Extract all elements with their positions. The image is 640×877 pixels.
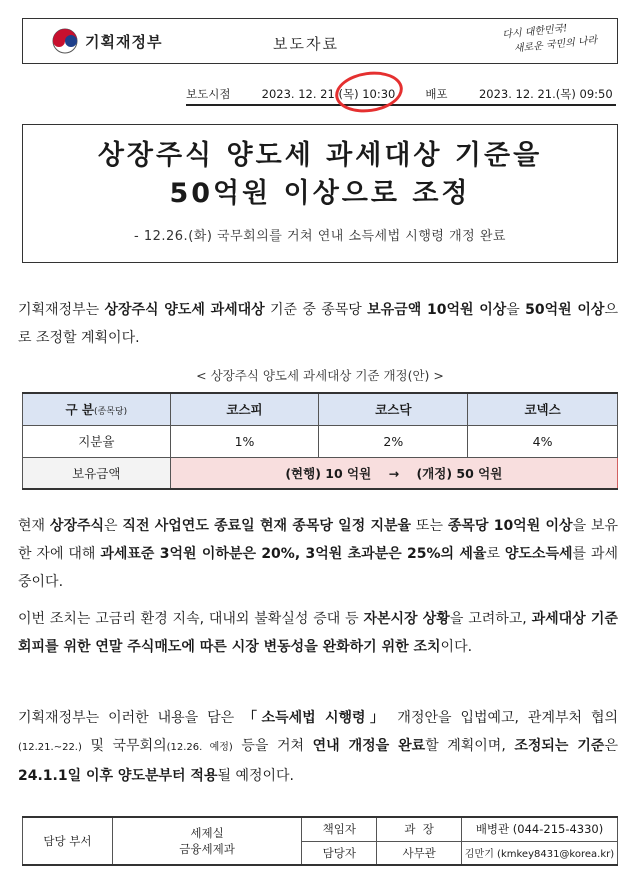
paragraph-2 <box>18 512 618 596</box>
ministry-logo <box>51 27 162 55</box>
subtitle: - 12.26.(화) 국무회의를 거쳐 연내 소득세법 시행령 개정 완료 <box>134 229 506 244</box>
taegeuk-emblem-icon <box>51 27 79 55</box>
role-cell: 책임자 <box>302 817 377 841</box>
p2-bold: 상장주식 <box>49 518 105 534</box>
role-cell: 담당자 <box>302 841 377 865</box>
header-category <box>23 393 171 425</box>
p3-bold: 과세대상 기준회피를 위한 연말 주식매도에 따른 시장 변동성을 완화하기 위한 조치 <box>18 611 618 655</box>
table-row <box>23 457 618 489</box>
embargo-value: 2023. 12. 21.(목) 10:30 <box>261 87 396 101</box>
title-cell: 과 장 <box>377 817 462 841</box>
ministry-name: 기획재정부 <box>85 32 163 51</box>
title-cell: 사무관 <box>377 841 462 865</box>
p4-bold: 연내 개정을 완료 <box>312 738 426 754</box>
p4-text: 기획재정부는 이러한 내용을 담은 <box>18 710 244 726</box>
title-line-1: 상장주식 양도세 과세대상 기준을 <box>97 140 543 171</box>
p4-text: 될 예정이다. <box>217 768 294 784</box>
header-market: 코스피 <box>170 393 319 425</box>
contact-table <box>22 816 618 866</box>
p2-bold: 직전 사업연도 종료일 현재 종목당 일정 지분율 <box>122 518 412 534</box>
title-box <box>22 124 618 263</box>
p3-text: 을 고려하고, <box>449 611 532 627</box>
p3-text: 이다. <box>440 639 473 655</box>
header-label: 구 분 <box>65 402 95 418</box>
p4-text: 할 계획이며, <box>425 738 515 754</box>
header-market: 코넥스 <box>468 393 618 425</box>
p2-text: 를 과세 중이다. <box>18 546 618 590</box>
p1-bold: 50억원 이상 <box>525 302 605 318</box>
embargo-label: 보도시점 <box>186 87 231 101</box>
distribution-label: 배포 <box>425 87 448 101</box>
title-line-2: 50억원 이상으로 조정 <box>169 178 471 209</box>
p2-bold: 종목당 10억원 이상 <box>447 518 573 534</box>
amount-change-cell: (현행) 10 억원 → (개정) 50 억원 <box>170 457 617 489</box>
row-label: 지분율 <box>23 425 171 457</box>
slogan-line2: 새로운 국민의 나라 <box>513 35 599 55</box>
dept-line: 금융세제과 <box>179 842 235 856</box>
person-cell: 김만기 (kmkey8431@korea.kr) <box>462 841 618 865</box>
p4-text: 및 국무회의 <box>81 738 167 754</box>
p2-text: 또는 <box>411 518 448 534</box>
header-unit: (종목당) <box>94 407 128 418</box>
person-cell: 배병관 (044-215-4330) <box>462 817 618 841</box>
p1-text: 기준 중 종목당 <box>264 302 368 318</box>
p1-text: 으로 조정할 계획이다. <box>18 302 618 346</box>
p4-bold: 「소득세법 시행령」 <box>243 710 389 726</box>
table-caption: < 상장주식 양도세 과세대상 기준 개정(안) > <box>196 368 444 383</box>
distribution-value: 2023. 12. 21.(목) 09:50 <box>478 87 613 101</box>
p4-small: (12.26. 예정) <box>166 742 233 753</box>
red-annotation-circle <box>333 67 406 116</box>
p4-bold: 24.1.1일 이후 양도분부터 적용 <box>18 768 218 784</box>
p4-small: (12.21.~22.) <box>18 742 82 753</box>
p4-text: 등을 거쳐 <box>232 738 313 754</box>
table-cell: 2% <box>319 425 468 457</box>
slogan-line1: 다시 대한민국! <box>502 23 569 41</box>
paragraph-1 <box>18 296 618 352</box>
p2-bold: 양도소득세 <box>504 546 573 562</box>
slogan <box>502 18 598 58</box>
p2-text: 현재 <box>18 518 50 534</box>
p4-text: 은 <box>604 738 618 754</box>
paragraph-4 <box>18 704 618 790</box>
p1-bold: 보유금액 10억원 이상 <box>367 302 507 318</box>
p3-bold: 자본시장 상황 <box>363 611 450 627</box>
release-info-underline <box>186 104 616 106</box>
p2-text: 로 <box>486 546 505 562</box>
table-cell: 1% <box>170 425 319 457</box>
row-label: 보유금액 <box>23 457 171 489</box>
p2-text: 은 <box>104 518 123 534</box>
header-frame <box>22 18 618 64</box>
p1-text: 을 <box>506 302 526 318</box>
p3-text: 이번 조치는 고금리 환경 지속, 대내외 불확실성 증대 등 <box>18 611 364 627</box>
p4-text: 개정안을 입법예고, 관계부처 협의 <box>388 710 618 726</box>
criteria-table <box>22 392 618 490</box>
p1-text: 기획재정부는 <box>18 302 105 318</box>
p4-bold: 조정되는 기준 <box>514 738 605 754</box>
paragraph-3 <box>18 605 618 661</box>
table-cell: 4% <box>468 425 618 457</box>
doc-type: 보도자료 <box>273 35 339 53</box>
dept-line: 세제실 <box>190 826 224 840</box>
p2-text: 을 보유한 자에 대해 <box>18 518 618 562</box>
table-row <box>23 425 618 457</box>
table-header-row <box>23 393 618 425</box>
header-market: 코스닥 <box>319 393 468 425</box>
p1-bold: 상장주식 양도세 과세대상 <box>104 302 265 318</box>
p2-bold: 과세표준 3억원 이하분은 20%, 3억원 초과분은 25%의 세율 <box>100 546 487 562</box>
dept-name <box>112 817 302 865</box>
contact-row <box>23 817 618 841</box>
dept-label: 담당 부서 <box>23 817 113 865</box>
